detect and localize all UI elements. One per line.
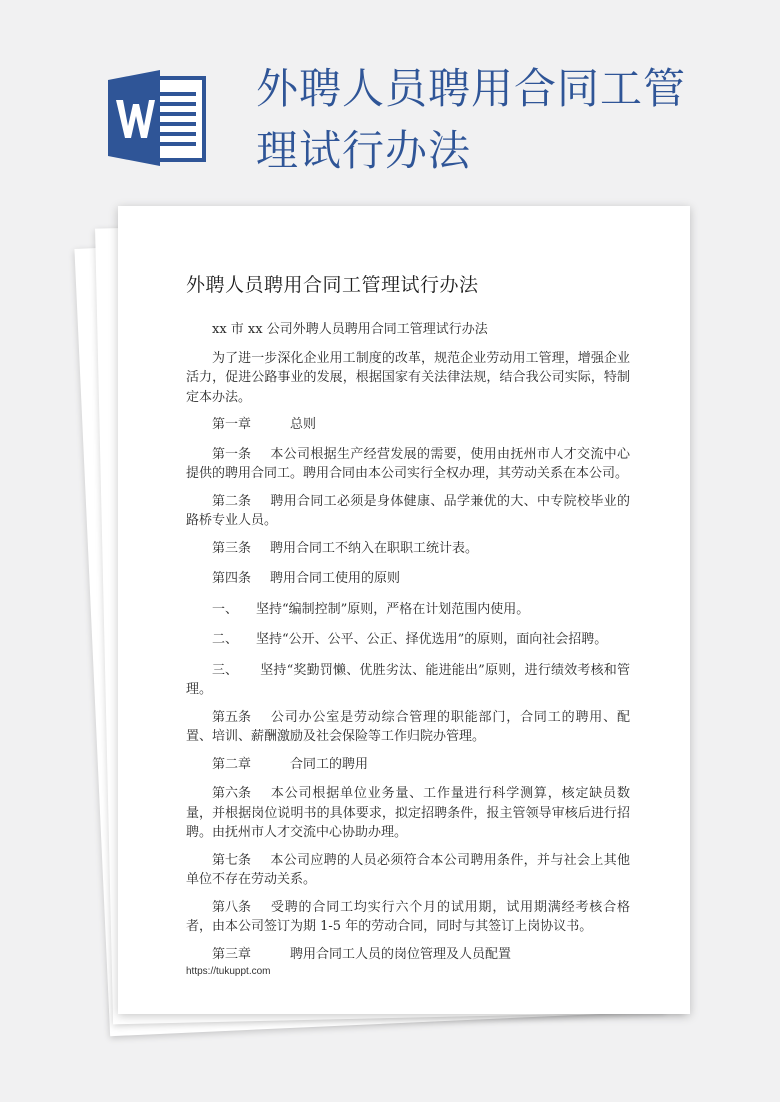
article-text: 受聘的合同工均实行六个月的试用期，试用期满经考核合格者，由本公司签订为期 1-5 年的劳动合同，同时与其签订上岗协议书。 (186, 899, 630, 934)
article-number: 第四条 (212, 571, 252, 586)
article-number: 第五条 (212, 709, 252, 725)
chapter-number: 第一章 (212, 417, 252, 432)
article-paragraph (186, 784, 630, 843)
article-number: 第三条 (212, 540, 252, 556)
article-paragraph (186, 445, 630, 484)
chapter-heading (186, 415, 630, 435)
article-paragraph (186, 492, 630, 531)
principle-item (186, 661, 630, 700)
principle-item (186, 600, 630, 620)
principle-text: 坚持“奖勤罚懒、优胜劣汰、能进能出”原则，进行绩效考核和管理。 (186, 662, 630, 697)
document-subtitle: xx 市 xx 公司外聘人员聘用合同工管理试行办法 (212, 322, 488, 337)
document-title: 外聘人员聘用合同工管理试行办法 (186, 274, 479, 296)
article-number: 第二条 (212, 493, 252, 509)
intro-paragraph: 为了进一步深化企业用工制度的改革，规范企业劳动用工管理，增强企业活力，促进公路事业的发展，根据国家有关法律法规，结合我公司实际，特制定本办法。 (186, 350, 630, 405)
footer-url: https://tukuppt.com (186, 966, 271, 977)
article-paragraph (186, 708, 630, 747)
article-text: 本公司应聘的人员必须符合本公司聘用条件，并与社会上其他单位不存在劳动关系。 (186, 852, 630, 887)
document-body (186, 270, 630, 974)
principle-text: 坚持“编制控制”原则，严格在计划范围内使用。 (256, 601, 530, 617)
article-number: 第七条 (212, 852, 252, 868)
article-paragraph (186, 539, 630, 559)
article-text: 聘用合同工必须是身体健康、品学兼优的大、中专院校毕业的路桥专业人员。 (186, 493, 630, 528)
article-paragraph (186, 569, 630, 589)
principle-item (186, 630, 630, 650)
chapter-number: 第三章 (212, 946, 252, 962)
chapter-heading (186, 945, 630, 965)
article-number: 第一条 (212, 446, 252, 462)
article-text: 聘用合同工使用的原则 (270, 571, 401, 586)
principle-text: 坚持“公开、公平、公正、择优选用”的原则，面向社会招聘。 (256, 632, 608, 647)
principle-number: 一、 (212, 601, 239, 617)
chapter-title: 聘用合同工人员的岗位管理及人员配置 (290, 946, 512, 962)
article-paragraph (186, 898, 630, 937)
article-text: 本公司根据单位业务量、工作量进行科学测算，核定缺员数量，并根据岗位说明书的具体要求，拟定招聘条件，报主管领导审核后进行招聘。由抚州市人才交流中心协助办理。 (186, 786, 630, 840)
chapter-heading (186, 755, 630, 775)
article-text: 本公司根据生产经营发展的需要，使用由抚州市人才交流中心提供的聘用合同工。聘用合同由本公司实行全权办理，其劳动关系在本公司。 (186, 446, 630, 481)
page-title: 外聘人员聘用合同工管理试行办法 (256, 64, 687, 175)
word-document-icon (108, 68, 208, 168)
chapter-number: 第二章 (212, 756, 252, 772)
article-number: 第六条 (212, 786, 252, 801)
chapter-title: 合同工的聘用 (290, 756, 369, 772)
principle-number: 三、 (212, 662, 239, 678)
article-number: 第八条 (212, 899, 252, 915)
article-text: 公司办公室是劳动综合管理的职能部门，合同工的聘用、配置、培训、薪酬激励及社会保险等工作归院办管理。 (186, 709, 630, 744)
chapter-title: 总则 (290, 417, 317, 432)
principle-number: 二、 (212, 632, 239, 647)
article-text: 聘用合同工不纳入在职职工统计表。 (270, 540, 479, 556)
article-paragraph (186, 851, 630, 890)
